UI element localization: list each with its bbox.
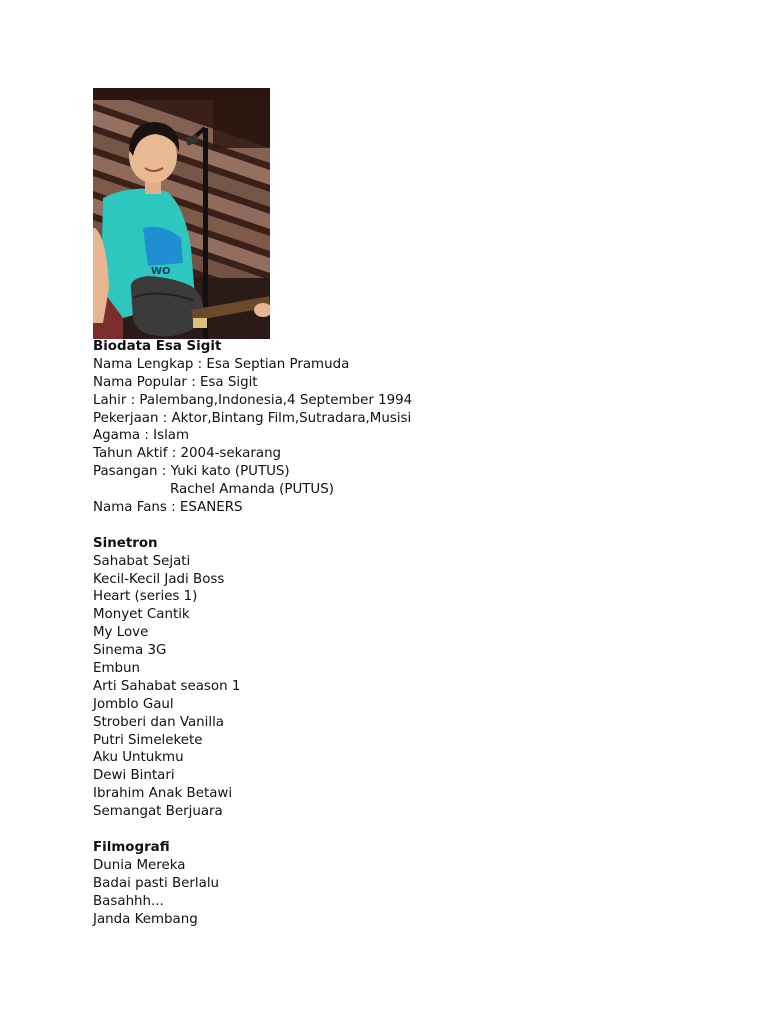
- profile-photo: [93, 88, 270, 339]
- sinetron-item: Kecil-Kecil Jadi Boss: [93, 571, 225, 587]
- sinetron-item: Dewi Bintari: [93, 768, 175, 784]
- biodata-title: Biodata Esa Sigit: [93, 339, 222, 354]
- sinetron-item: Embun: [93, 661, 140, 677]
- filmografi-title: Filmografi: [93, 839, 170, 855]
- filmografi-item: Badai pasti Berlalu: [93, 875, 220, 891]
- sinetron-item: Ibrahim Anak Betawi: [93, 786, 233, 802]
- sinetron-title: Sinetron: [93, 535, 158, 551]
- sinetron-item: Semangat Berjuara: [93, 804, 223, 820]
- sinetron-item: Putri Simelekete: [93, 732, 203, 748]
- svg-text:WO: WO: [151, 266, 171, 277]
- section-spacer: [93, 517, 653, 535]
- biodata-line: Lahir : Palembang,Indonesia,4 September 1994: [93, 392, 413, 408]
- filmografi-item: Janda Kembang: [93, 911, 198, 927]
- sinetron-item: Arti Sahabat season 1: [93, 678, 241, 694]
- filmografi-item: Dunia Mereka: [93, 857, 186, 873]
- biodata-line: Nama Popular : Esa Sigit: [93, 374, 258, 390]
- sinetron-item: Sahabat Sejati: [93, 553, 191, 569]
- sinetron-item: Monyet Cantik: [93, 607, 190, 623]
- biodata-line-pasangan-second: Rachel Amanda (PUTUS): [170, 482, 334, 498]
- sinetron-item: My Love: [93, 625, 149, 641]
- sinetron-item: Jomblo Gaul: [93, 696, 174, 712]
- biodata-content: [93, 338, 653, 928]
- filmografi-item: Basahhh...: [93, 893, 164, 909]
- biodata-line: Nama Lengkap : Esa Septian Pramuda: [93, 356, 350, 372]
- biodata-line: Tahun Aktif : 2004-sekarang: [93, 446, 282, 462]
- sinetron-item: Stroberi dan Vanilla: [93, 714, 225, 730]
- biodata-line: Agama : Islam: [93, 428, 190, 444]
- biodata-line: Pasangan : Yuki kato (PUTUS): [93, 464, 290, 480]
- biodata-line: Pekerjaan : Aktor,Bintang Film,Sutradara,Musisi: [93, 410, 412, 426]
- sinetron-item: Sinema 3G: [93, 643, 167, 659]
- sinetron-item: Heart (series 1): [93, 589, 198, 605]
- biodata-line-fans: Nama Fans : ESANERS: [93, 500, 243, 516]
- section-spacer: [93, 821, 653, 839]
- sinetron-item: Aku Untukmu: [93, 750, 184, 766]
